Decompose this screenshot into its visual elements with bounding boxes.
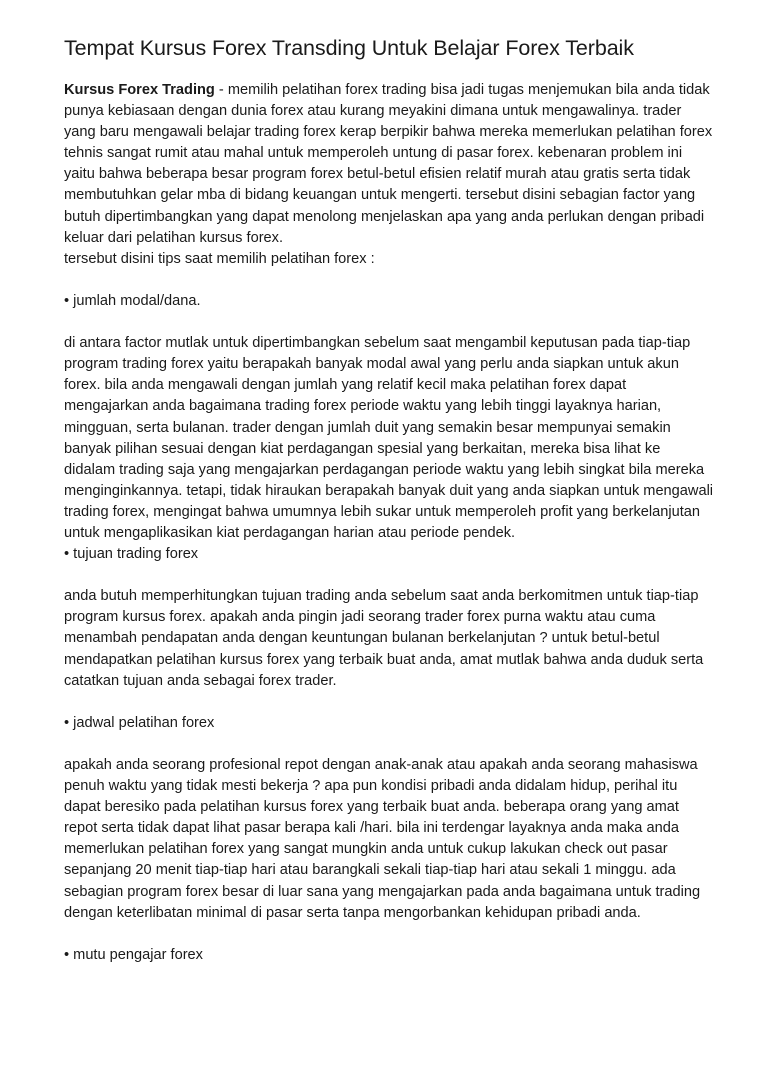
intro-paragraph [64, 80, 714, 249]
spacer [64, 312, 714, 333]
bullet-heading-jadwal: • jadwal pelatihan forex [64, 714, 215, 731]
section-body-jadwal: apakah anda seorang profesional repot dengan anak-anak atau apakah anda seorang mahasiswa penuh waktu yang tidak mesti bekerja ? apa pun kondisi pribadi anda didalam hidup, perihal itu dapat beresiko pada pelatihan kursus forex yang terbaik buat anda. beberapa orang yang amat repot serta tidak dapat lihat pasar berapa kali /hari. bila ini terdengar layaknya anda maka anda memerlukan pelatihan forex yang sangat mungkin anda untuk cukup lakukan check out pasar sepanjang 20 menit tiap-tiap hari atau barangkali sekali tiap-tiap hari atau sekali 1 minggu. ada sebagian program forex besar di luar sana yang mengajarkan pada anda bagaimana untuk trading dengan keterlibatan minimal di pasar serta tanpa mengorbankan kehidupan pribadi anda. [64, 757, 701, 921]
spacer [64, 565, 714, 586]
spacer [64, 734, 714, 755]
section-body-tujuan: anda butuh memperhitungkan tujuan trading anda sebelum saat anda berkomitmen untuk tiap-tiap program kursus forex. apakah anda pingin jadi seorang trader forex purna waktu atau cuma menambah pendapatan anda dengan keuntungan bulanan berkelanjutan ? untuk betul-betul mendapatkan pelatihan kursus forex yang terbaik buat anda, amat mutlak bahwa anda duduk serta catatkan tujuan anda sebagai forex trader. [64, 588, 704, 689]
bullet-heading-modal: • jumlah modal/dana. [64, 292, 201, 309]
bullet-heading-mutu: • mutu pengajar forex [64, 946, 203, 963]
spacer [64, 924, 714, 945]
intro-text: - memilih pelatihan forex trading bisa jadi tugas menjemukan bila anda tidak punya kebiasaan dengan dunia forex atau kurang meyakini dimana untuk mengawalinya. trader yang baru mengawali belajar trading forex kerap berpikir bahwa mereka memerlukan pelatihan forex tehnis sangat rumit atau mahal untuk memperoleh untung di pasar forex. kebenaran problem ini yaitu bahwa beberapa besar program forex betul-betul efisien relatif murah atau gratis serta tidak membutuhkan gelar mba di bidang keuangan untuk mengerti. tersebut disini sebagian factor yang butuh dipertimbangkan yang dapat menolong menjelaskan apa yang anda perlukan dengan pribadi keluar dari pelatihan kursus forex. [64, 82, 713, 246]
spacer [64, 692, 714, 713]
intro-lead-bold: Kursus Forex Trading [64, 82, 215, 98]
spacer [64, 270, 714, 291]
section-body-modal: di antara factor mutlak untuk dipertimbangkan sebelum saat mengambil keputusan pada tiap-tiap program trading forex yaitu berapakah banyak modal awal yang perlu anda siapkan untuk akun forex. bila anda mengawali dengan jumlah yang relatif kecil maka pelatihan forex dapat mengajarkan anda bagaimana trading forex periode waktu yang lebih tinggi layaknya harian, mingguan, serta bulanan. trader dengan jumlah duit yang semakin besar mempunyai semakin banyak pilihan sesuai dengan kiat perdagangan spesial yang berkaitan, mereka bisa lihat ke didalam trading saja yang mengajarkan perdagangan periode waktu yang lebih singkat bila mereka menginginkannya. tetapi, tidak hiraukan berapakah banyak duit yang anda siapkan untuk mengawali trading forex, mengingat bahwa umumnya lebih sukar untuk memperoleh profit yang berkelanjutan untuk mengaplikasikan kiat perdagangan harian atau periode pendek. [64, 335, 714, 541]
tips-intro: tersebut disini tips saat memilih pelatihan forex : [64, 250, 375, 267]
bullet-heading-tujuan: • tujuan trading forex [64, 546, 199, 563]
document-page [64, 34, 714, 966]
document-title: Tempat Kursus Forex Transding Untuk Belajar Forex Terbaik [64, 36, 634, 60]
